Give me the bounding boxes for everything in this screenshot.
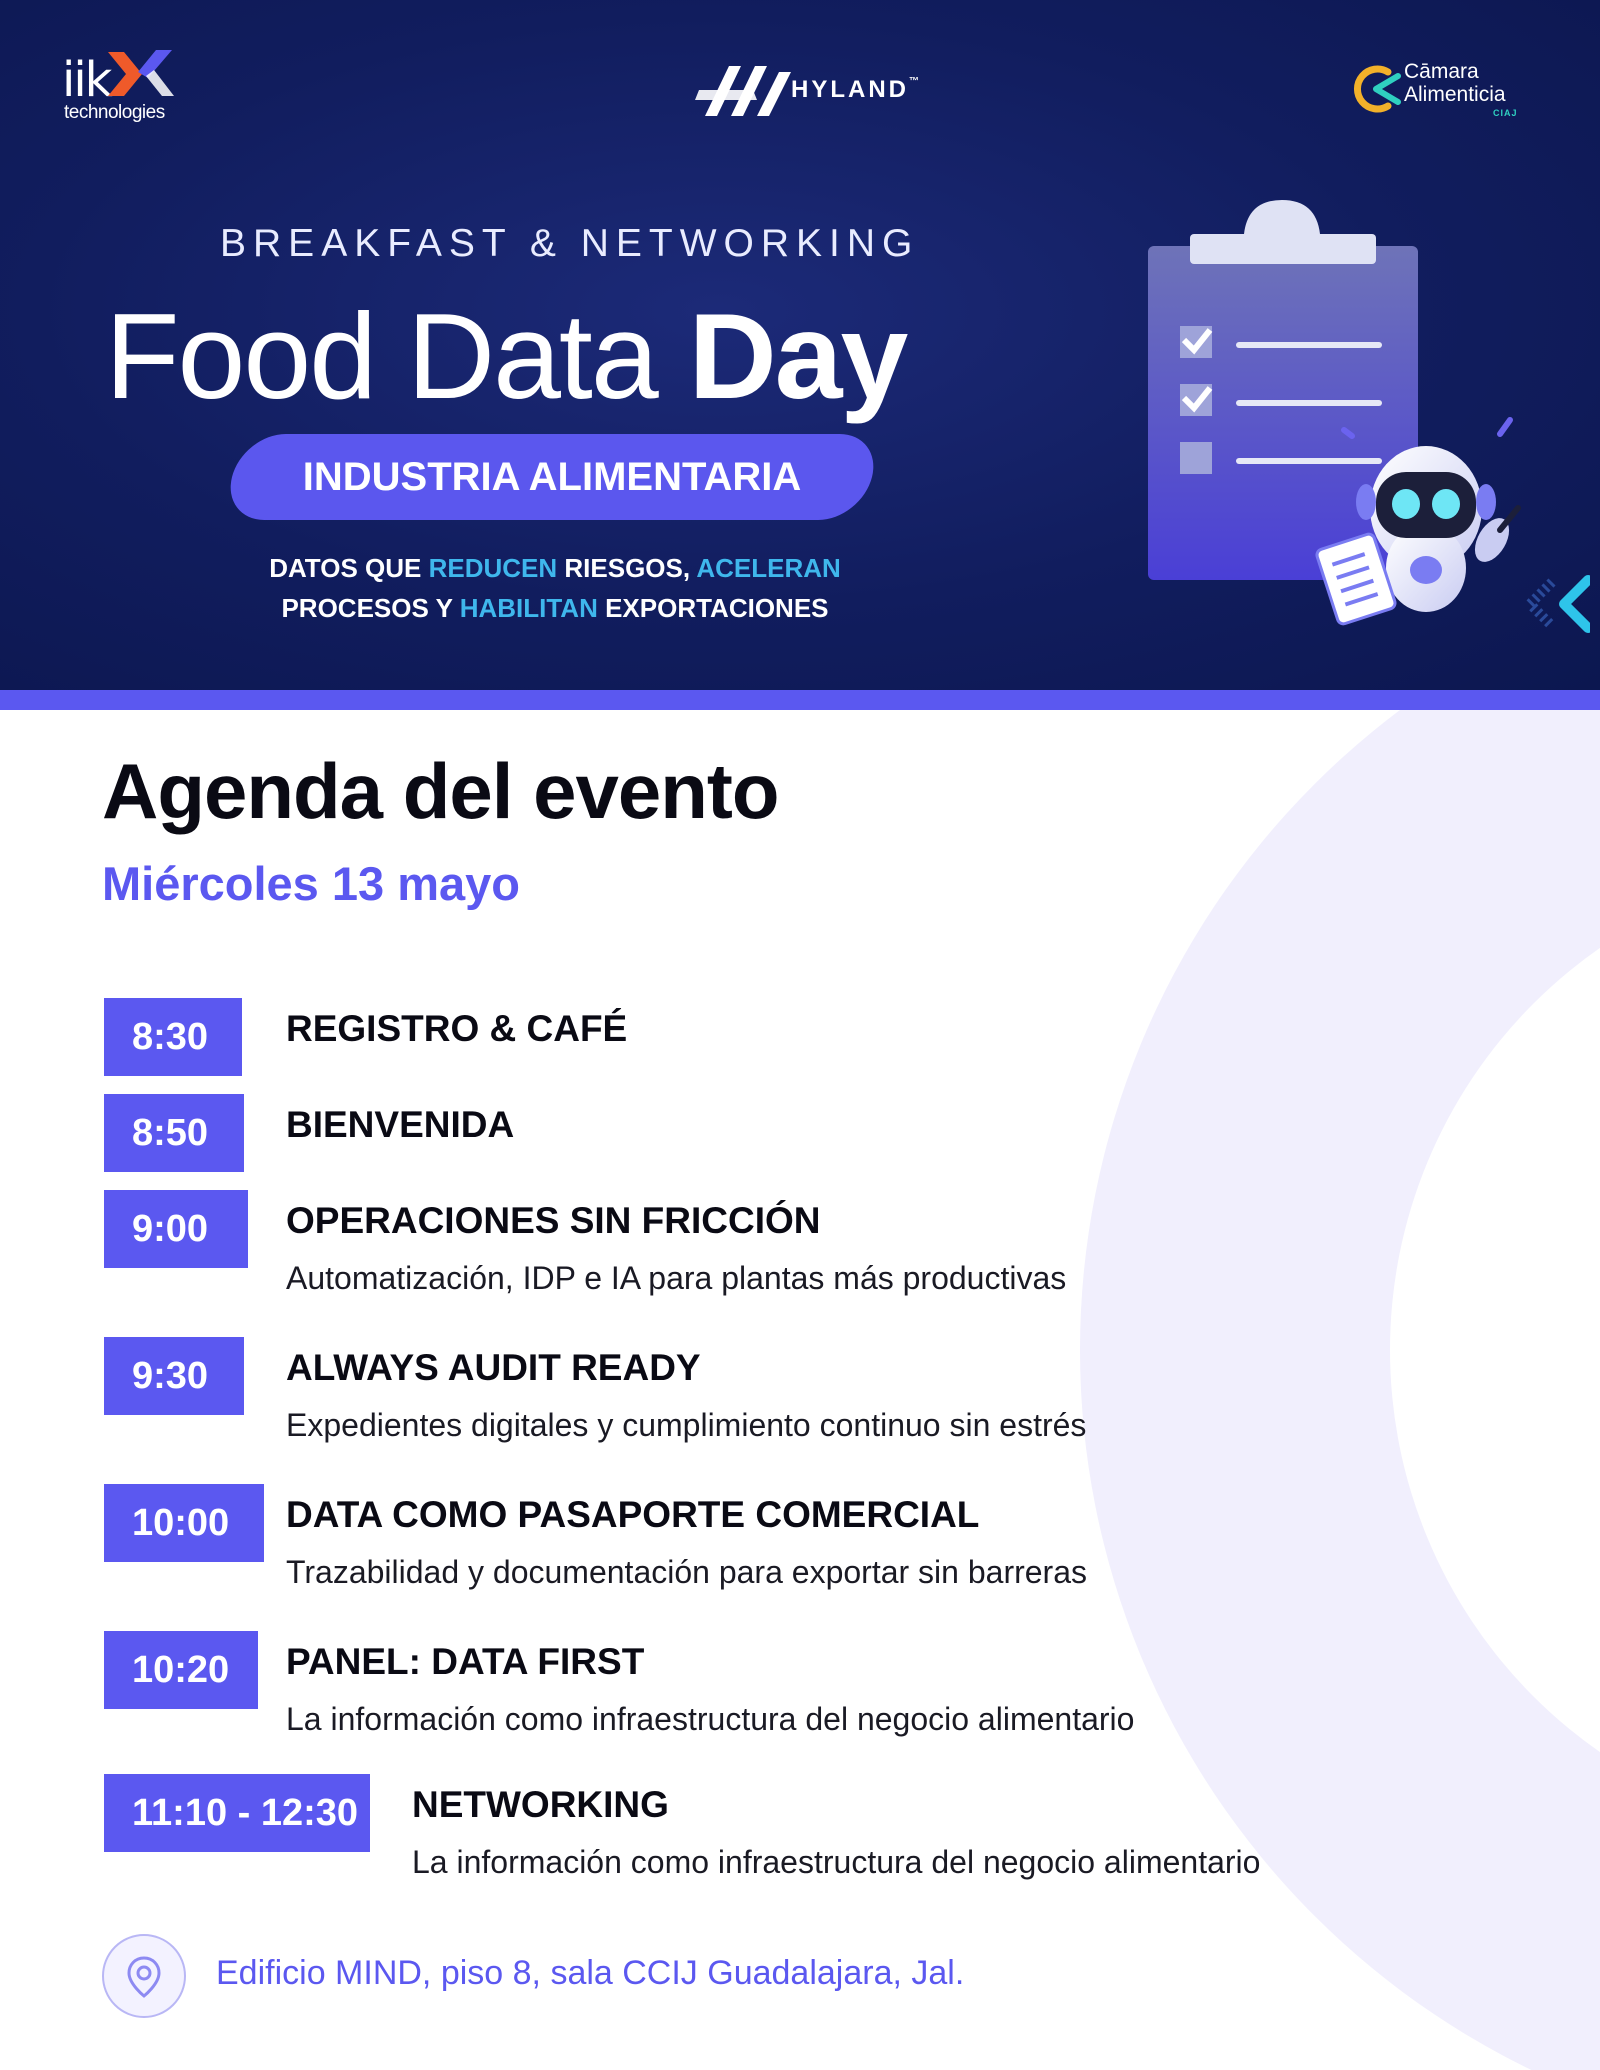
iik-technologies-logo bbox=[62, 52, 192, 132]
event-tagline: DATOS QUE REDUCEN RIESGOS, ACELERAN PROCESOS Y HABILITAN EXPORTACIONES bbox=[269, 553, 841, 623]
agenda-item-title: ALWAYS AUDIT READY bbox=[286, 1347, 701, 1388]
agenda-time: 8:30 bbox=[104, 998, 242, 1076]
iik-tagline: technologies bbox=[64, 102, 165, 123]
agenda-date: Miércoles 13 mayo bbox=[102, 857, 520, 910]
location-pin-icon bbox=[104, 1936, 184, 2016]
agenda-item-subtitle: Automatización, IDP e IA para plantas más productivas bbox=[286, 1260, 1067, 1296]
camara-alimenticia-logo bbox=[1348, 60, 1548, 130]
agenda-time: 11:10 - 12:30 bbox=[104, 1774, 370, 1852]
agenda-item-title: NETWORKING bbox=[412, 1784, 669, 1825]
agenda-item-subtitle: Trazabilidad y documentación para exportar sin barreras bbox=[286, 1554, 1087, 1590]
agenda-item-title: BIENVENIDA bbox=[286, 1104, 515, 1145]
event-title: Food Data Day bbox=[105, 288, 907, 424]
agenda-item-subtitle: Expedientes digitales y cumplimiento continuo sin estrés bbox=[286, 1407, 1087, 1443]
agenda-item-title: OPERACIONES SIN FRICCIÓN bbox=[286, 1200, 821, 1241]
agenda-title: Agenda del evento bbox=[102, 747, 779, 835]
camara-mark-icon bbox=[1348, 64, 1402, 114]
agenda-time: 10:20 bbox=[104, 1631, 258, 1709]
agenda-item-title: REGISTRO & CAFÉ bbox=[286, 1008, 628, 1049]
hyland-wordmark: HYLAND™ bbox=[791, 76, 919, 103]
iik-wordmark: iik bbox=[62, 52, 111, 108]
category-pill-label: INDUSTRIA ALIMENTARIA bbox=[302, 455, 802, 499]
event-header bbox=[0, 0, 1600, 690]
agenda-item-subtitle: La información como infraestructura del negocio alimentario bbox=[412, 1844, 1261, 1880]
chevron-left-faded-icon bbox=[1530, 582, 1552, 626]
agenda-item-title: DATA COMO PASAPORTE COMERCIAL bbox=[286, 1494, 980, 1535]
location-address: Edificio MIND, piso 8, sala CCIJ Guadalajara, Jal. bbox=[216, 1954, 965, 1992]
agenda-time: 9:00 bbox=[104, 1190, 248, 1268]
agenda-item-title: PANEL: DATA FIRST bbox=[286, 1641, 645, 1682]
header-accent-stripe bbox=[0, 690, 1600, 710]
camara-wordmark: Cāmara Alimenticia bbox=[1404, 60, 1506, 106]
location-badge bbox=[102, 1934, 186, 2018]
agenda-time: 8:50 bbox=[104, 1094, 244, 1172]
agenda-item-subtitle: La información como infraestructura del negocio alimentario bbox=[286, 1701, 1135, 1737]
agenda-time: 9:30 bbox=[104, 1337, 244, 1415]
event-eyebrow: BREAKFAST & NETWORKING bbox=[220, 222, 920, 265]
camara-tag: CIAJ bbox=[1493, 108, 1518, 118]
clipboard-robot-illustration bbox=[1120, 190, 1590, 650]
hyland-logo bbox=[695, 64, 955, 124]
hyland-mark-icon bbox=[695, 64, 791, 118]
agenda-time: 10:00 bbox=[104, 1484, 264, 1562]
x-mark-icon bbox=[102, 46, 176, 102]
chevron-left-icon bbox=[1564, 580, 1588, 628]
